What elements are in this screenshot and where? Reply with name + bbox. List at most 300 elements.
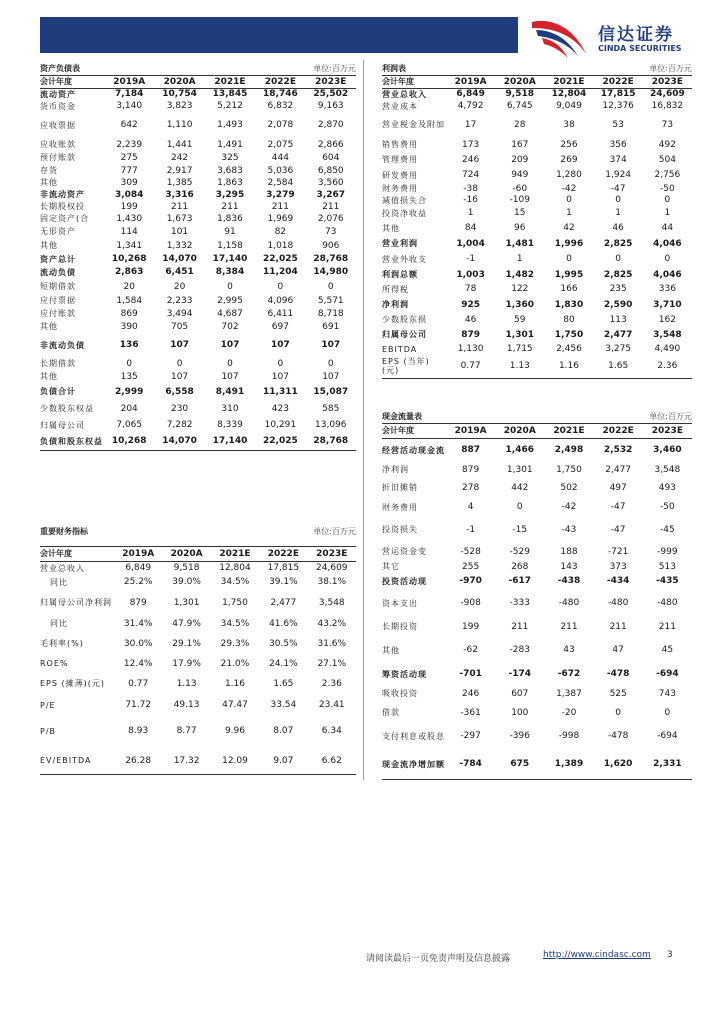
table-cell: 1,004	[456, 238, 485, 249]
table-cell: 9,518	[173, 563, 200, 574]
table-row	[382, 100, 692, 112]
table-cell: 42	[563, 223, 575, 233]
row-label: 应付票据	[40, 296, 76, 305]
table-cell: 22,025	[255, 433, 305, 450]
table-cell: 22,025	[263, 254, 298, 264]
row-label: 存货	[40, 166, 58, 175]
column-header-year: 2021E	[544, 424, 593, 438]
table-cell: 1,482	[505, 269, 535, 280]
table-row	[40, 201, 356, 212]
column-header-year: 2022E	[259, 547, 307, 561]
table-row	[40, 671, 356, 696]
column-divider	[363, 60, 364, 780]
row-label: 投资净收益	[382, 208, 427, 218]
table-cell: 0	[277, 358, 284, 369]
table-cell: 6.34	[321, 726, 342, 736]
table-cell: 2.36	[321, 678, 342, 689]
table-cell: 1	[615, 208, 622, 218]
column-header-label: 会计年度	[40, 547, 114, 561]
table-cell: 8,339	[217, 420, 243, 430]
table-cell: 44	[661, 223, 674, 233]
table-cell: 14,070	[154, 433, 204, 450]
table-cell: 906	[322, 240, 340, 251]
table-cell: 1,003	[456, 269, 485, 280]
table-cell: 235	[609, 284, 627, 294]
table-cell: -529	[509, 546, 530, 557]
income-statement-section	[382, 63, 692, 393]
table-cell: -50	[660, 502, 675, 512]
table-cell: 209	[511, 154, 529, 165]
row-label: 营运资金变	[382, 547, 427, 556]
table-cell: 84	[464, 223, 477, 233]
table-cell: 53	[612, 119, 624, 130]
table-cell: 29.3%	[220, 638, 250, 649]
table-cell: 3,710	[653, 299, 682, 310]
table-row	[382, 636, 692, 664]
row-label: 研发费用	[382, 170, 418, 180]
table-cell: 6,558	[165, 386, 194, 397]
table-row	[382, 722, 692, 750]
table-cell: 2,866	[317, 139, 344, 150]
column-header-year: 2019A	[446, 76, 495, 88]
row-label: 其他	[40, 322, 58, 331]
table-cell: 2,331	[643, 750, 692, 779]
table-cell: 2,870	[317, 120, 344, 130]
row-label: 毛利率(%)	[40, 639, 84, 648]
table-cell: 1,493	[217, 120, 243, 130]
table-cell: 38.1%	[317, 577, 347, 587]
row-label: 利润总额	[382, 270, 418, 279]
table-cell: 199	[120, 201, 138, 212]
table-row	[40, 238, 356, 253]
row-label: 少数股东权益	[40, 404, 94, 413]
table-row	[382, 543, 692, 560]
row-label: P/E	[40, 700, 56, 710]
table-cell: 41.6%	[269, 618, 298, 629]
table-cell: 2,917	[166, 165, 193, 176]
table-cell: 1,018	[267, 240, 294, 251]
ratios-unit: 单位:百万元	[313, 527, 356, 536]
table-cell: 356	[609, 139, 627, 150]
table-cell: -908	[460, 598, 481, 608]
table-cell: 1.65	[273, 678, 294, 689]
table-cell: 373	[609, 561, 627, 572]
table-cell: 697	[271, 321, 289, 332]
table-cell: 8,384	[215, 267, 245, 277]
table-cell: 1,301	[505, 329, 535, 340]
table-cell: 4	[467, 502, 474, 512]
cinda-logo	[528, 14, 718, 60]
table-cell: 6,745	[506, 101, 533, 111]
table-cell: 211	[271, 201, 289, 212]
table-cell: 0	[566, 254, 572, 264]
row-label: 归属母公司净利润	[40, 598, 112, 607]
table-cell: 96	[514, 223, 526, 233]
table-cell: -434	[606, 576, 630, 586]
table-cell: -438	[557, 576, 581, 586]
table-row	[40, 138, 356, 151]
row-label: 营业外收支	[382, 254, 427, 264]
table-cell: 1,301	[173, 597, 200, 608]
table-row	[382, 206, 692, 220]
table-cell: 1,969	[267, 213, 294, 224]
table-cell: 1	[664, 208, 671, 218]
table-cell: 2,825	[603, 238, 633, 249]
row-label: 长期投资	[382, 622, 418, 631]
table-cell: 1,332	[166, 240, 193, 251]
table-cell: 80	[563, 314, 575, 325]
table-cell: 6,849	[456, 89, 485, 100]
table-row	[382, 355, 692, 378]
column-header-label: 会计年度	[382, 76, 446, 88]
table-cell: 4,046	[653, 238, 682, 249]
table-cell: 100	[511, 707, 529, 718]
table-cell: 1,996	[554, 238, 584, 249]
table-row	[382, 112, 692, 137]
column-header-year: 2020A	[495, 424, 544, 438]
cashflow-section	[382, 411, 692, 781]
footer-website-link[interactable]: http://www.cindasc.com	[543, 950, 651, 960]
table-cell: 374	[609, 154, 627, 165]
row-label: 财务费用	[382, 502, 418, 512]
table-row	[382, 750, 692, 779]
column-header-year: 2020A	[495, 76, 544, 88]
table-cell: 0	[227, 281, 233, 292]
table-cell: 1.65	[594, 355, 643, 378]
table-cell: 13,096	[315, 420, 347, 430]
cashflow-title: 现金流量表	[382, 412, 422, 421]
table-cell: 1,673	[166, 213, 193, 224]
table-cell: -47	[610, 524, 626, 535]
table-row	[382, 343, 692, 355]
table-cell: 5,036	[267, 165, 294, 176]
row-label: 负债合计	[40, 387, 76, 396]
table-row	[382, 267, 692, 282]
table-cell: -16	[463, 195, 478, 205]
table-cell: 30.5%	[269, 638, 298, 649]
table-row	[40, 151, 356, 164]
table-cell: 1,924	[605, 170, 632, 180]
row-label: 投资活动现	[382, 576, 427, 586]
row-label: 减值损失合	[382, 195, 427, 205]
table-cell: 211	[221, 201, 239, 212]
table-cell: 199	[462, 621, 480, 632]
table-cell: 0	[126, 358, 133, 369]
column-header-year: 2020A	[162, 547, 210, 561]
table-row	[40, 417, 356, 433]
table-cell: 34.5%	[220, 577, 250, 587]
table-cell: 2,456	[556, 344, 582, 354]
row-label: 支付利息或股息	[382, 731, 445, 741]
table-cell: 113	[609, 314, 627, 325]
table-cell: 0	[327, 358, 334, 369]
row-label: 固定资产(合	[40, 214, 90, 223]
table-cell: 24.1%	[269, 658, 298, 669]
table-row	[40, 561, 356, 575]
table-cell: 9,049	[556, 101, 582, 111]
table-cell: 3,279	[266, 189, 295, 200]
table-row	[382, 167, 692, 183]
table-cell: 390	[120, 321, 138, 332]
table-cell: 0	[277, 281, 284, 292]
row-label: 现金流净增加额	[382, 750, 446, 779]
table-row	[382, 282, 692, 296]
table-cell: 1,836	[217, 213, 243, 224]
table-cell: 10,268	[104, 433, 154, 450]
table-cell: 28,768	[306, 433, 356, 450]
table-cell: 6,849	[125, 563, 152, 574]
table-row	[382, 313, 692, 326]
table-cell: -480	[558, 598, 580, 608]
table-cell: 16,832	[651, 101, 684, 111]
table-cell: 0	[227, 358, 233, 369]
table-cell: 675	[495, 750, 544, 779]
row-label: EV/EBITDA	[40, 748, 114, 774]
table-cell: 107	[321, 340, 341, 350]
row-label: 营业利润	[382, 239, 418, 248]
table-cell: 0	[615, 707, 622, 718]
table-cell: 27.1%	[317, 658, 347, 669]
table-cell: 1,430	[116, 213, 143, 224]
table-cell: 26.28	[114, 748, 162, 774]
table-cell: 1,130	[457, 344, 484, 354]
table-cell: 255	[462, 561, 480, 572]
table-cell: 1.13	[176, 678, 197, 689]
row-label: 应收账款	[40, 140, 76, 149]
table-cell: 269	[560, 154, 578, 165]
row-label: 财务费用	[382, 184, 418, 193]
table-row	[40, 279, 356, 294]
table-cell: 2.36	[643, 355, 692, 378]
cashflow-header-row	[382, 424, 692, 438]
table-cell: 2,863	[114, 267, 144, 277]
table-cell: 879	[129, 597, 147, 608]
table-cell: 444	[271, 152, 289, 163]
table-cell: 9,163	[317, 101, 344, 111]
table-cell: -396	[509, 731, 530, 741]
table-cell: 162	[658, 314, 676, 325]
table-row	[40, 294, 356, 307]
row-label: EBITDA	[382, 344, 418, 354]
table-cell: 31.6%	[317, 638, 347, 649]
table-row	[40, 383, 356, 400]
row-label: 营业总收入	[382, 89, 427, 99]
table-cell: 3,460	[653, 445, 682, 456]
table-row	[40, 631, 356, 656]
footer-disclaimer: 请阅读最后一页免责声明及信息披露	[366, 954, 511, 964]
table-cell: 1,491	[217, 139, 243, 150]
column-header-label: 会计年度	[40, 76, 104, 88]
table-cell: 107	[220, 340, 240, 350]
table-cell: 256	[560, 139, 578, 150]
table-row	[382, 703, 692, 722]
row-label: 无形资产	[40, 227, 76, 236]
table-cell: 73	[325, 226, 337, 237]
income-statement-table	[382, 76, 692, 379]
table-cell: 2,076	[317, 213, 344, 224]
row-label: 应付账款	[40, 309, 76, 318]
row-label: 净利润	[382, 465, 409, 474]
table-cell: 17,815	[600, 89, 636, 100]
table-cell: 15,087	[313, 386, 349, 397]
table-cell: 925	[461, 299, 480, 310]
table-cell: 211	[170, 201, 189, 212]
table-row	[40, 265, 356, 279]
column-header-year: 2022E	[255, 76, 305, 88]
table-cell: 39.0%	[172, 577, 201, 587]
table-cell: -998	[558, 731, 580, 741]
table-cell: 2,999	[114, 386, 144, 397]
table-cell: 1,280	[556, 170, 582, 180]
cashflow-table	[382, 424, 692, 780]
table-row	[382, 251, 692, 267]
column-header-year: 2023E	[643, 76, 692, 88]
table-cell: 9.96	[224, 726, 245, 736]
table-cell: 11,204	[263, 267, 298, 277]
table-cell: 1	[516, 254, 523, 264]
table-row	[382, 573, 692, 589]
table-cell: 513	[658, 561, 676, 572]
table-row	[382, 462, 692, 477]
table-cell: 0	[566, 195, 572, 205]
table-cell: 1,995	[554, 269, 584, 280]
table-cell: 493	[658, 482, 676, 493]
table-cell: 204	[120, 403, 138, 414]
table-cell: 2,995	[217, 295, 243, 306]
table-cell: 230	[170, 403, 189, 414]
table-cell: -528	[460, 546, 481, 557]
table-cell: 0	[664, 254, 671, 264]
table-cell: 6,832	[267, 101, 294, 111]
table-cell: -478	[606, 669, 630, 679]
row-label: 少数股东损	[382, 315, 427, 324]
row-label: 预付账款	[40, 153, 76, 162]
row-label: 同比	[50, 577, 68, 587]
table-cell: 14,070	[162, 254, 197, 264]
table-cell: 3,548	[653, 329, 682, 340]
table-row	[40, 100, 356, 112]
table-cell: 3,560	[317, 177, 344, 188]
table-cell: 17,140	[212, 254, 248, 264]
row-label: 投资损失	[382, 525, 418, 534]
row-label: 吸收投资	[382, 689, 418, 698]
table-cell: 188	[560, 546, 578, 557]
table-cell: 275	[120, 152, 138, 163]
row-label: 非流动负债	[40, 340, 85, 350]
table-row	[382, 477, 692, 498]
table-cell: 12.4%	[123, 658, 153, 669]
table-cell: 325	[221, 152, 239, 163]
balance-sheet-title: 资产负债表	[40, 64, 80, 73]
logo-english-text: CINDA SECURITIES	[598, 44, 682, 53]
balance-sheet-section	[40, 63, 356, 503]
table-row	[382, 183, 692, 194]
table-cell: 10,268	[111, 254, 147, 264]
table-cell: 4,687	[217, 308, 243, 319]
table-cell: 1,441	[166, 139, 193, 150]
table-cell: 309	[120, 177, 138, 188]
table-cell: -970	[459, 576, 482, 586]
table-cell: -361	[460, 707, 481, 718]
table-cell: 1,301	[506, 464, 533, 475]
table-cell: 607	[511, 688, 529, 699]
column-header-year: 2021E	[544, 76, 593, 88]
table-cell: -62	[463, 645, 478, 655]
table-cell: 11,311	[263, 386, 298, 397]
table-cell: 2,239	[116, 139, 143, 150]
table-cell: 2,590	[603, 299, 633, 310]
table-cell: 310	[221, 403, 239, 414]
table-cell: 3,140	[116, 101, 143, 111]
table-cell: 12.09	[211, 748, 259, 774]
table-cell: -617	[508, 576, 532, 586]
row-label: 归属母公司	[40, 420, 85, 430]
table-cell: 2,532	[603, 445, 633, 456]
table-cell: 3,084	[114, 189, 144, 200]
table-cell: 33.54	[270, 700, 297, 710]
table-cell: 246	[462, 688, 480, 699]
table-row	[40, 164, 356, 177]
table-cell: 5,212	[217, 101, 243, 111]
table-row	[382, 684, 692, 703]
table-cell: 29.1%	[172, 638, 201, 649]
table-cell: 0	[615, 195, 622, 205]
table-cell: -47	[610, 183, 626, 194]
income-statement-unit: 单位:百万元	[649, 64, 692, 73]
table-cell: 504	[658, 154, 676, 165]
table-cell: 1.13	[495, 355, 544, 378]
row-label: 归属母公司	[382, 330, 427, 339]
table-cell: -694	[656, 669, 679, 679]
table-cell: 4,096	[267, 295, 294, 306]
row-label: 应收票据	[40, 120, 76, 130]
logo-chinese-text: 信达证券	[598, 25, 674, 45]
table-cell: 43	[563, 645, 575, 655]
table-cell: -43	[561, 524, 577, 535]
table-cell: 91	[224, 226, 236, 237]
table-cell: 59	[514, 314, 526, 325]
table-cell: 17,815	[267, 563, 300, 574]
row-label: 净利润	[382, 300, 409, 309]
column-header-year: 2021E	[205, 76, 255, 88]
table-cell: 49.13	[173, 700, 200, 710]
row-label: ROE%	[40, 659, 69, 668]
table-cell: 4,490	[654, 344, 681, 354]
table-cell: -333	[509, 598, 530, 608]
table-cell: 43.2%	[317, 618, 347, 629]
table-cell: 47.9%	[172, 618, 201, 629]
table-row	[382, 88, 692, 100]
table-cell: 702	[221, 321, 239, 332]
table-cell: -15	[512, 524, 528, 535]
table-cell: -297	[460, 731, 481, 741]
table-cell: 2,477	[603, 329, 633, 340]
table-cell: 1.16	[544, 355, 593, 378]
table-row	[40, 253, 356, 265]
column-header-year: 2020A	[154, 76, 204, 88]
table-cell: 8,491	[215, 386, 245, 397]
table-cell: 173	[462, 139, 480, 150]
table-cell: 2,233	[166, 295, 193, 306]
table-cell: 777	[120, 165, 138, 176]
table-cell: -1	[466, 524, 476, 535]
table-cell: 242	[170, 152, 189, 163]
table-cell: 2,584	[267, 177, 294, 188]
table-cell: 211	[511, 621, 529, 632]
row-label: 短期借款	[40, 282, 76, 291]
table-row	[40, 177, 356, 188]
table-cell: 47.47	[222, 700, 248, 710]
